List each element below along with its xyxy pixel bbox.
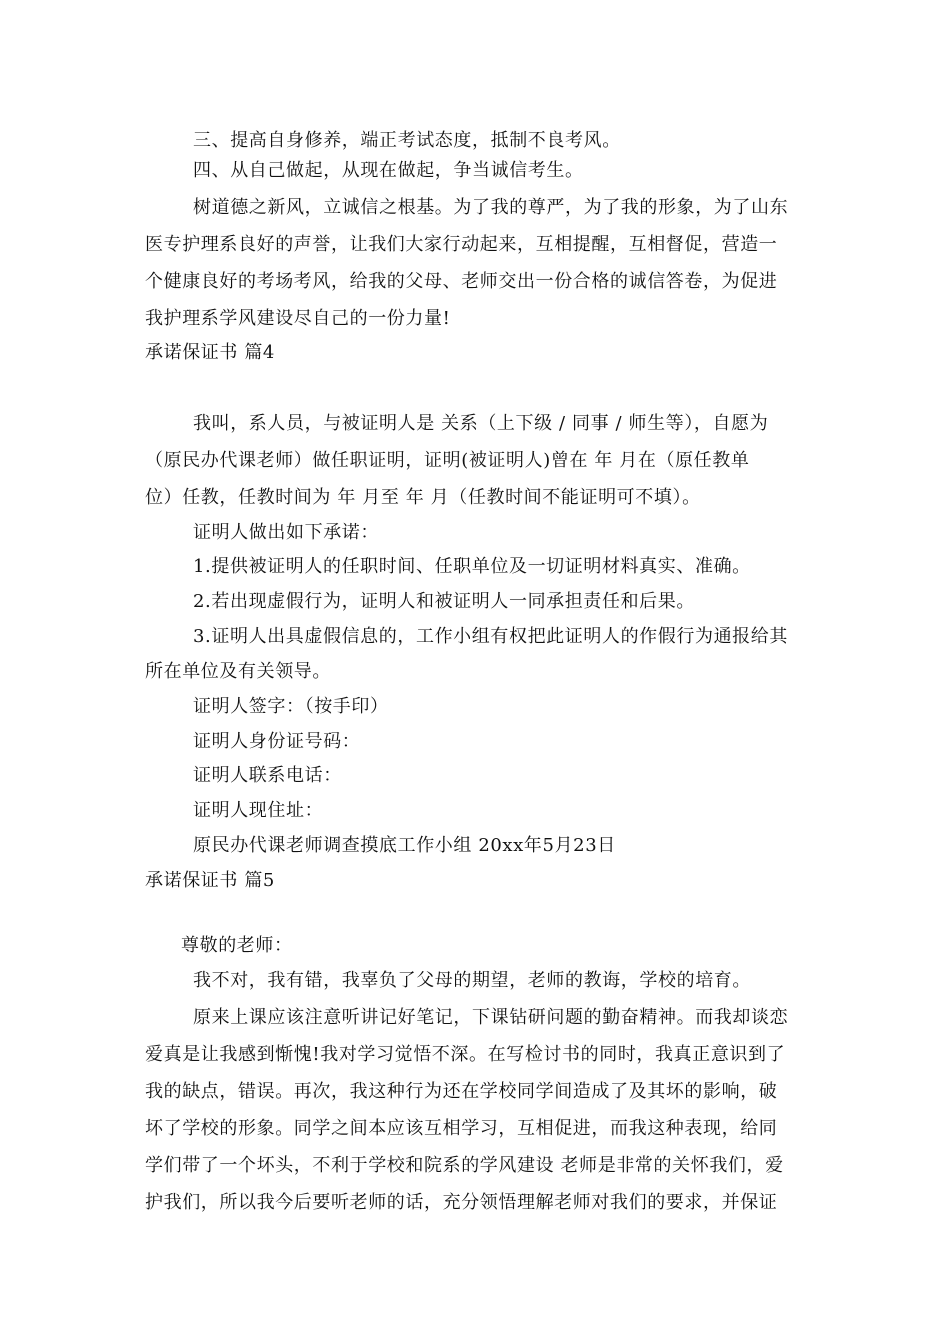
text-line: （原民办代课老师）做任职证明，证明(被证明人)曾在 年 月在（原任教单 [145, 450, 750, 471]
text-line: 证明人签字：（按手印） [193, 696, 389, 717]
text-line: 原民办代课老师调查摸底工作小组 20xx年5月23日 [193, 835, 616, 856]
text-line: 我叫，系人员，与被证明人是 关系（上下级 / 同事 / 师生等），自愿为 [193, 413, 769, 434]
text-line: 所在单位及有关领导。 [145, 661, 331, 682]
text-line: 爱真是让我感到惭愧!我对学习觉悟不深。在写检讨书的同时，我真正意识到了 [145, 1044, 786, 1065]
text-line: 护我们，所以我今后要听老师的话，充分领悟理解老师对我们的要求，并保证 [145, 1192, 778, 1213]
text-line: 坏了学校的形象。同学之间本应该互相学习，互相促进，而我这种表现，给同 [145, 1118, 778, 1139]
text-line: 尊敬的老师： [181, 935, 293, 956]
text-line: 我的缺点，错误。再次，我这种行为还在学校同学间造成了及其坏的影响，破 [145, 1081, 778, 1102]
text-line: 位）任教，任教时间为 年 月至 年 月（任教时间不能证明可不填）。 [145, 487, 701, 508]
text-line: 证明人现住址： [193, 800, 324, 821]
text-line: 四、从自己做起，从现在做起，争当诚信考生。 [193, 160, 584, 181]
text-line: 医专护理系良好的声誉，让我们大家行动起来，互相提醒，互相督促，营造一 [145, 234, 778, 255]
text-line: 我不对，我有错，我辜负了父母的期望，老师的教诲，学校的培育。 [193, 970, 751, 991]
section-heading: 承诺保证书 篇4 [145, 342, 275, 363]
section-heading: 承诺保证书 篇5 [145, 870, 275, 891]
text-line: 我护理系学风建设尽自己的一份力量! [145, 308, 451, 329]
text-line: 三、提高自身修养，端正考试态度，抵制不良考风。 [193, 130, 621, 151]
text-line: 原来上课应该注意听讲记好笔记，下课钻研问题的勤奋精神。而我却谈恋 [193, 1007, 789, 1028]
text-line: 证明人身份证号码： [193, 731, 361, 752]
text-line: 树道德之新风，立诚信之根基。为了我的尊严，为了我的形象，为了山东 [193, 197, 789, 218]
text-line: 个健康良好的考场考风，给我的父母、老师交出一份合格的诚信答卷，为促进 [145, 271, 778, 292]
text-line: 证明人做出如下承诺： [193, 522, 379, 543]
text-line: 3.证明人出具虚假信息的，工作小组有权把此证明人的作假行为通报给其 [193, 626, 788, 647]
text-line: 1.提供被证明人的任职时间、任职单位及一切证明材料真实、准确。 [193, 556, 751, 577]
text-line: 证明人联系电话： [193, 765, 342, 786]
text-line: 2.若出现虚假行为，证明人和被证明人一同承担责任和后果。 [193, 591, 695, 612]
text-line: 学们带了一个坏头，不利于学校和院系的学风建设 老师是非常的关怀我们，爱 [145, 1155, 784, 1176]
